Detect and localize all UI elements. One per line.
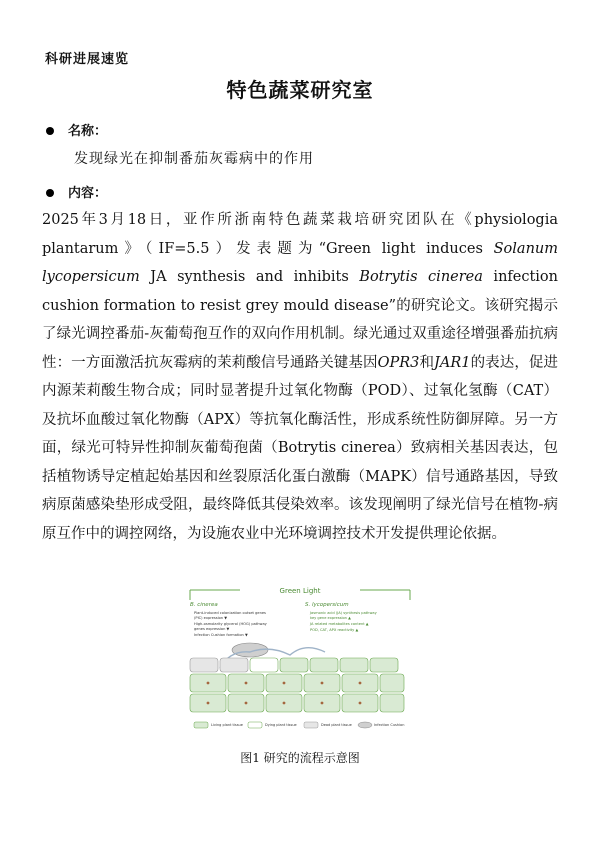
legend-swatch xyxy=(358,722,372,728)
research-figure xyxy=(180,580,420,740)
body-italic: Botrytis cinerea xyxy=(359,269,483,285)
name-label: 名称： xyxy=(68,124,108,139)
body-text: 和 xyxy=(419,354,435,371)
cell-grid xyxy=(190,658,404,712)
body-italic: JAR1 xyxy=(434,354,471,371)
body-text: JA synthesis and inhibits xyxy=(139,269,360,285)
banner-label: Green Light xyxy=(279,587,321,595)
name-value: 发现绿光在抑制番茄灰霉病中的作用 xyxy=(74,151,314,167)
left-item: Infection Cushion formation ▼ xyxy=(194,633,248,637)
body-text: infection cushion formation to resist grey mould disease”的研究论文。该研究揭示了绿光调控番茄-灰葡萄孢互作的双向作用机制。绿光通过双重途径增强番茄抗病性：一方面激活抗灰霉病的茉莉酸信号通路关键基因 xyxy=(42,269,559,371)
body-text: 的表达，促进内源茉莉酸生物合成；同时显著提升过氧化物酶（POD）、过氧化氢酶（CAT）及抗坏血酸过氧化物酶（APX）等抗氧化酶活性，形成系统性防御屏障。另一方面，绿光可特异性抑制灰葡萄孢菌（Botrytis cinerea）致病相关基因表达，包括植物诱导定植起始基因和丝裂原活化蛋白激酶（MAPK）信号通路基因，导致病原菌感染垫形成受阻，最终降低其侵染效率。该发现阐明了绿光信号在植物-病原互作中的调控网络，为设施农业中光环境调控技术开发提供理论依据。 xyxy=(42,354,559,542)
legend-swatch xyxy=(304,722,318,728)
figure-caption: 图1 研究的流程示意图 xyxy=(240,751,360,765)
right-title: S. lycopersicum xyxy=(305,602,349,608)
name-bullet xyxy=(46,120,107,139)
legend-swatch xyxy=(248,722,262,728)
left-item: (PIC) expression ▼ xyxy=(194,616,227,620)
left-item: Plant-induced colonization outset genes xyxy=(194,611,266,615)
page-title: 特色蔬菜研究室 xyxy=(226,78,374,102)
left-item: High-osmolarity glycerol (HOG) pathway xyxy=(194,622,267,626)
legend-label: Living plant tissue xyxy=(211,723,243,727)
legend-label: Dead plant tissue xyxy=(321,723,352,727)
body-italic: OPR3 xyxy=(377,354,420,371)
content-bullet xyxy=(46,182,107,201)
infection-cushion-shape xyxy=(232,643,268,657)
body-text: 2025年3月18日，亚作所浙南特色蔬菜栽培研究团队在《physiologia plantarum》（IF=5.5）发表题为“Green light induces xyxy=(42,212,558,257)
section-header: 科研进展速览 xyxy=(45,52,130,67)
bullet-dot-icon xyxy=(46,127,54,135)
legend-swatch xyxy=(194,722,208,728)
right-item: key gene expression ▲ xyxy=(310,616,351,620)
left-item: genes expression ▼ xyxy=(194,627,230,631)
legend-label: Infection Cushion xyxy=(374,723,405,727)
body-italic: Solanum lycopersicum xyxy=(42,240,558,285)
figure-svg xyxy=(180,580,420,740)
body-paragraph xyxy=(42,206,558,548)
bullet-dot-icon xyxy=(46,189,54,197)
right-item: JA related metabolites content ▲ xyxy=(310,622,369,626)
left-title: B. cinerea xyxy=(190,602,218,608)
right-item: Jasmonic acid (JA) synthesis pathway xyxy=(310,611,377,615)
content-label: 内容： xyxy=(68,186,108,201)
legend-label: Dying plant tissue xyxy=(265,723,297,727)
right-item: POD, CAT, APX reactivity ▲ xyxy=(310,628,359,632)
